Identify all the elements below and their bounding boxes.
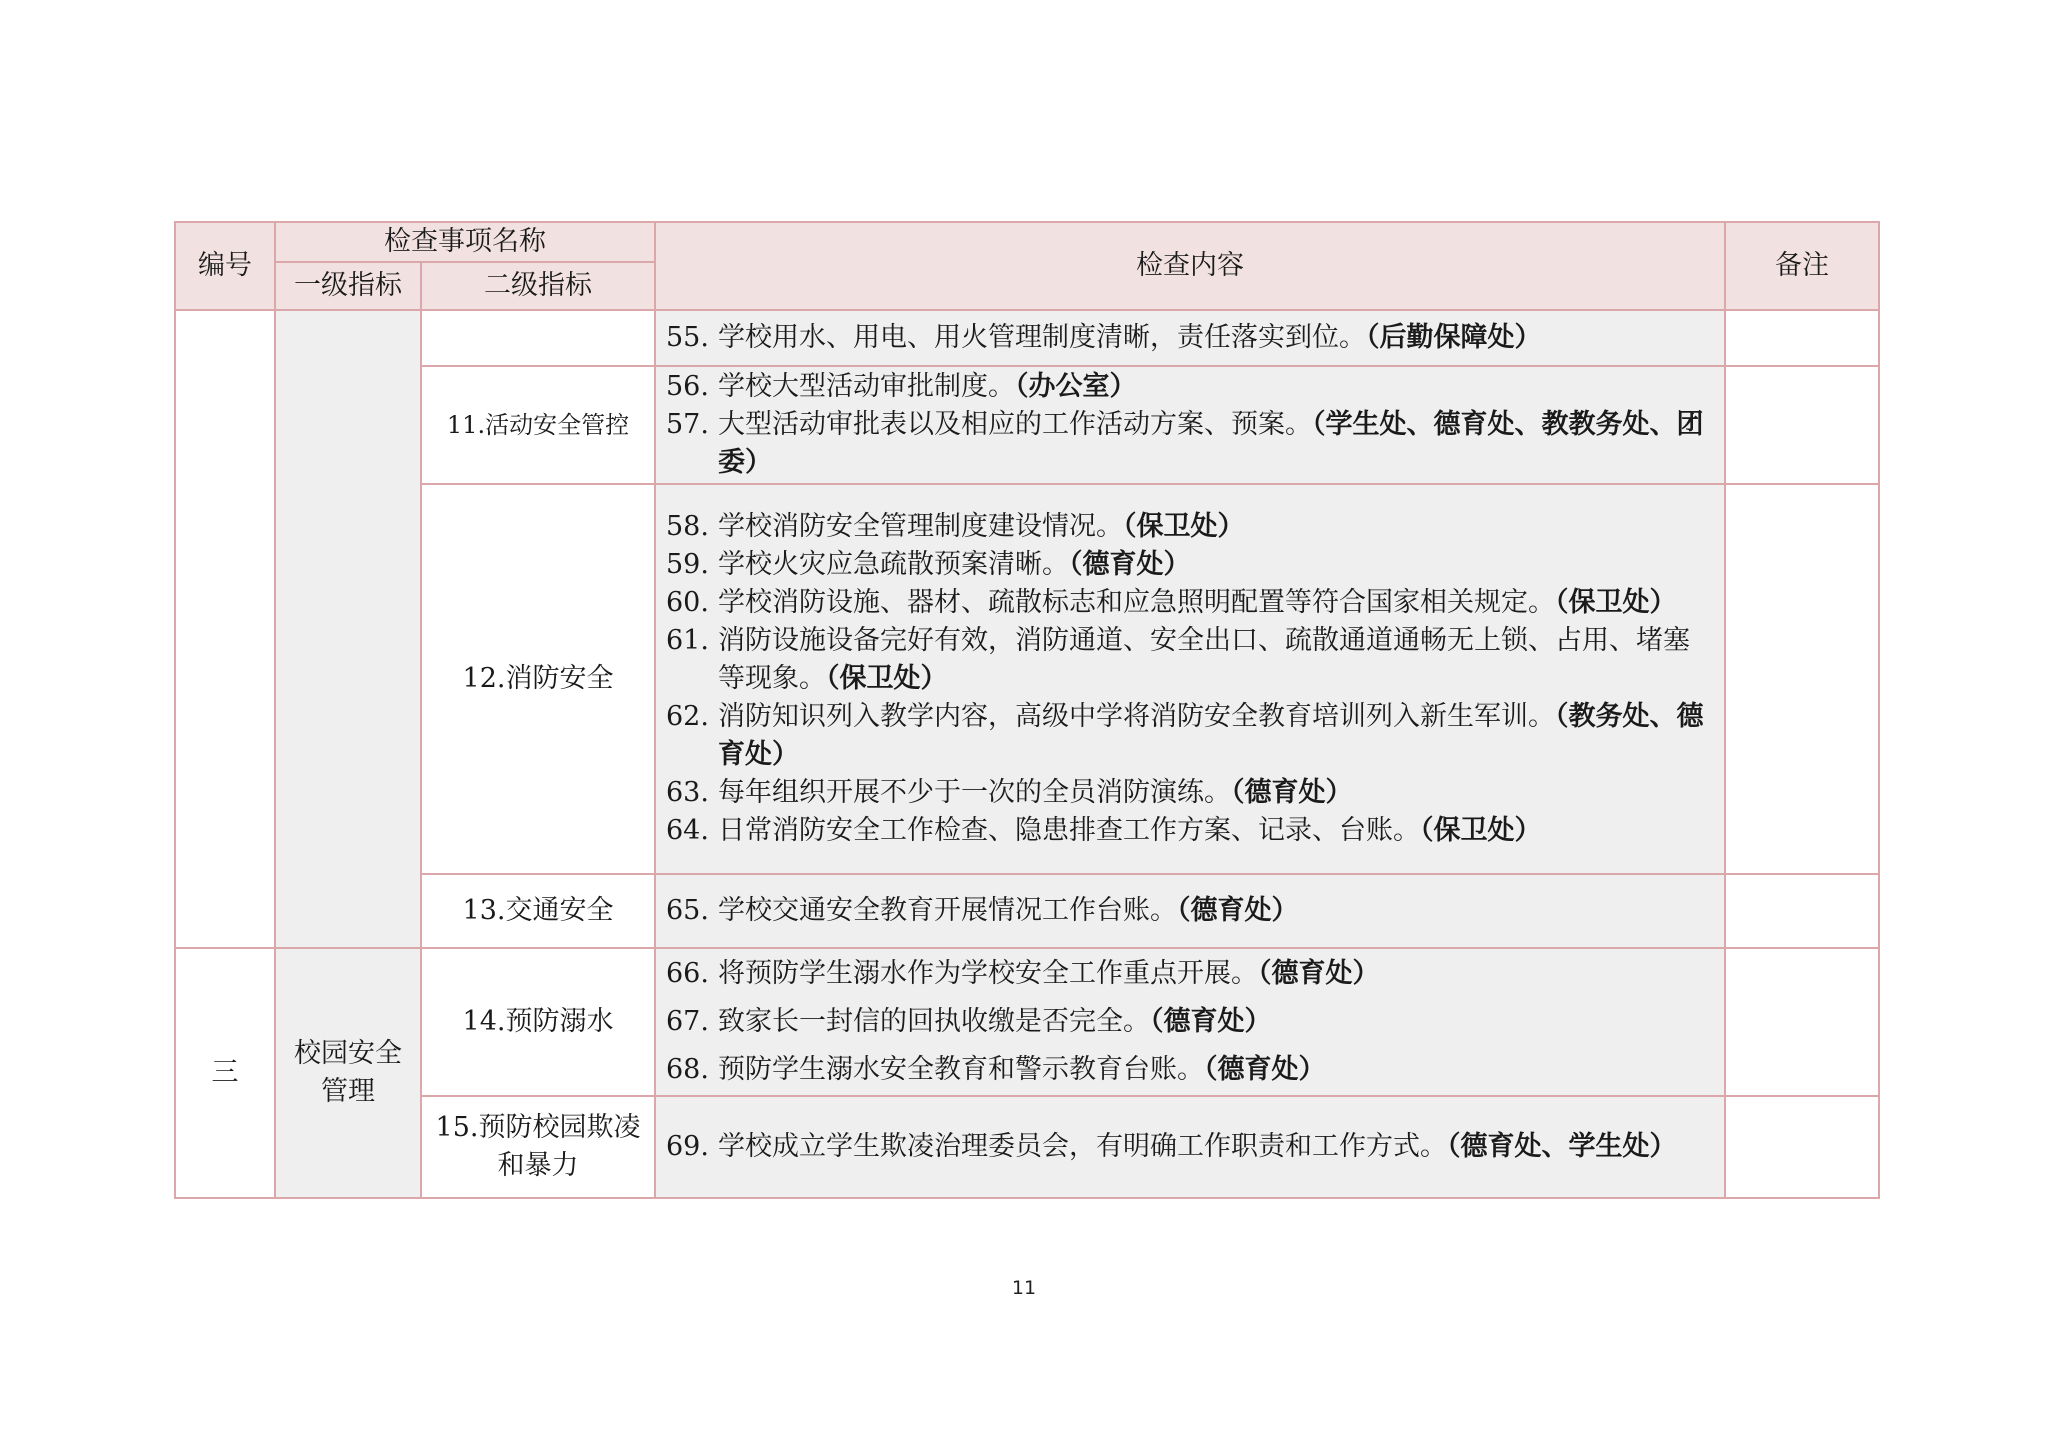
- level2-cell: 11.活动安全管控: [421, 366, 655, 484]
- remarks-cell: [1725, 948, 1879, 1096]
- check-item: 61. 消防设施设备完好有效，消防通道、安全出口、疏散通道通畅无上锁、占用、堵塞等现象。（保卫处）: [666, 625, 1690, 694]
- level1-cell-empty: [275, 310, 421, 948]
- content-cell: [655, 874, 1725, 948]
- check-item: 67. 致家长一封信的回执收缴是否完全。（德育处）: [666, 1006, 1272, 1037]
- header-content: 检查内容: [655, 222, 1725, 310]
- level2-cell: 13.交通安全: [421, 874, 655, 948]
- check-item: 62. 消防知识列入教学内容，高级中学将消防安全教育培训列入新生军训。（教务处、德育处）: [666, 701, 1704, 770]
- check-item: 66. 将预防学生溺水作为学校安全工作重点开展。（德育处）: [666, 958, 1380, 989]
- header-level2: 二级指标: [421, 262, 655, 310]
- content-cell: [655, 1096, 1725, 1198]
- check-item: 58. 学校消防安全管理制度建设情况。（保卫处）: [666, 511, 1245, 542]
- check-item: 68. 预防学生溺水安全教育和警示教育台账。（德育处）: [666, 1054, 1326, 1085]
- table-row: [175, 366, 1879, 484]
- check-item: 56. 学校大型活动审批制度。（办公室）: [666, 371, 1137, 402]
- inspection-table: [174, 221, 1880, 1199]
- table-row: [175, 310, 1879, 366]
- table-row: [175, 874, 1879, 948]
- header-check-item-name: 检查事项名称: [275, 222, 655, 262]
- header-remarks: 备注: [1725, 222, 1879, 310]
- remarks-cell: [1725, 484, 1879, 874]
- level2-cell: 14.预防溺水: [421, 948, 655, 1096]
- check-item: 59. 学校火灾应急疏散预案清晰。（德育处）: [666, 549, 1191, 580]
- check-item: 57. 大型活动审批表以及相应的工作活动方案、预案。（学生处、德育处、教教务处、团委）: [666, 409, 1704, 478]
- header-level1: 一级指标: [275, 262, 421, 310]
- check-item: 60. 学校消防设施、器材、疏散标志和应急照明配置等符合国家相关规定。（保卫处）: [666, 587, 1677, 618]
- table-row: [175, 1096, 1879, 1198]
- level2-cell: 15.预防校园欺凌和暴力: [421, 1096, 655, 1198]
- check-item: 55. 学校用水、用电、用火管理制度清晰，责任落实到位。（后勤保障处）: [666, 322, 1542, 353]
- content-cell: [655, 484, 1725, 874]
- check-item: 69. 学校成立学生欺凌治理委员会，有明确工作职责和工作方式。（德育处、学生处）: [666, 1131, 1677, 1162]
- content-cell: [655, 310, 1725, 366]
- table-row: [175, 948, 1879, 1096]
- remarks-cell: [1725, 1096, 1879, 1198]
- number-cell-empty: [175, 310, 275, 948]
- remarks-cell: [1725, 874, 1879, 948]
- content-cell: [655, 948, 1725, 1096]
- section-level1: 校园安全管理: [275, 948, 421, 1198]
- table-row: [175, 484, 1879, 874]
- page-number: 11: [1011, 1277, 1037, 1299]
- level2-cell: 12.消防安全: [421, 484, 655, 874]
- remarks-cell: [1725, 366, 1879, 484]
- remarks-cell: [1725, 310, 1879, 366]
- level2-cell: [421, 310, 655, 366]
- check-item: 63. 每年组织开展不少于一次的全员消防演练。（德育处）: [666, 777, 1353, 808]
- content-cell: [655, 366, 1725, 484]
- check-item: 65. 学校交通安全教育开展情况工作台账。（德育处）: [666, 895, 1299, 926]
- check-item: 64. 日常消防安全工作检查、隐患排查工作方案、记录、台账。（保卫处）: [666, 815, 1542, 846]
- section-number: 三: [175, 948, 275, 1198]
- header-number: 编号: [175, 222, 275, 310]
